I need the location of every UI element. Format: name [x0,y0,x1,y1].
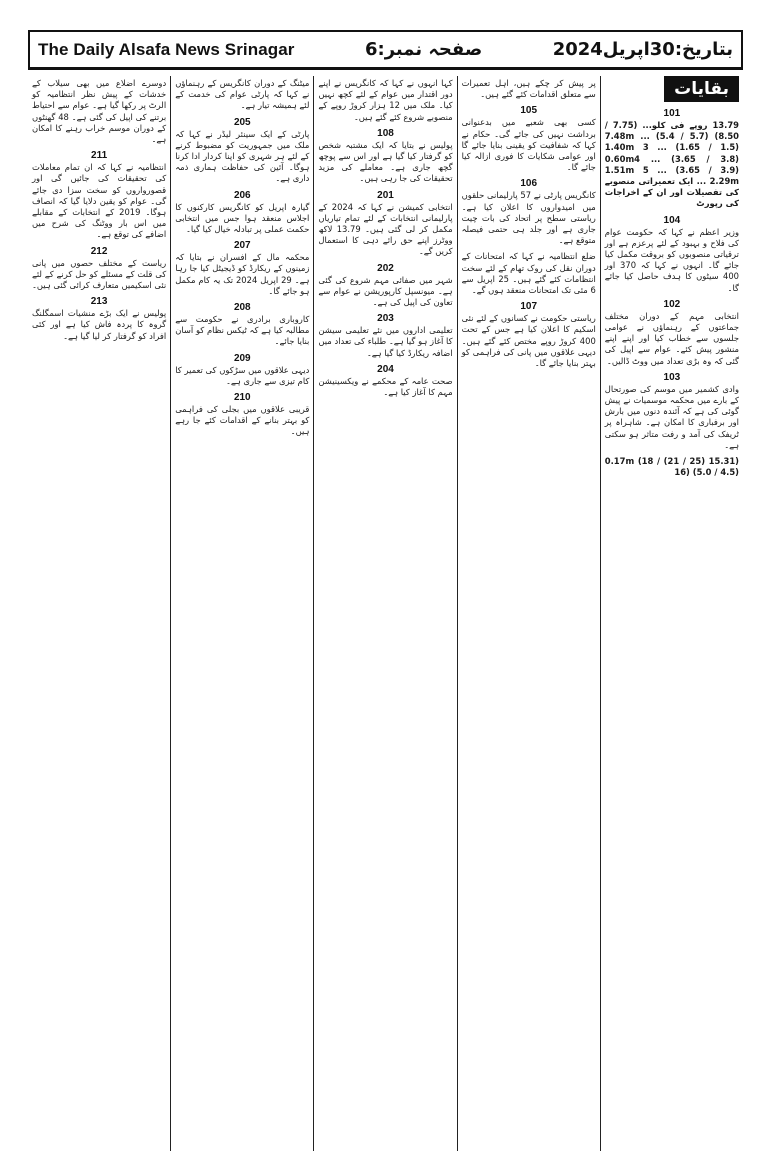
story-number: 106 [520,178,538,190]
story [605,215,739,294]
story-number: 212 [90,245,108,257]
column-4 [170,76,313,1151]
story [462,178,596,246]
story [175,78,309,112]
story-number: 205 [233,116,251,128]
story-text: پر پیش کر چکے ہیں، اہل تعمیرات سے متعلق اقدامات کئے گئے ہیں۔ [461,78,596,100]
column-3 [313,76,456,1151]
story-text: گیارہ اپریل کو کانگریس کارکنوں کا اجلاس منعقد ہوا جس میں انتخابی حکمت عملی پر تبادلہ خیال کیا گیا۔ [175,201,310,235]
story-text: دیہی علاقوں میں سڑکوں کی تعمیر کا کام تیزی سے جاری ہے۔ [175,364,310,386]
story-text: کانگریس پارٹی نے 57 پارلیمانی حلقوں میں امیدواروں کا اعلان کیا ہے۔ ریاستی سطح پر اتحاد کی بات چیت جاری ہے اور جلد ہی حتمی فیصلہ متوقع ہے۔ [461,190,596,246]
story-number: 206 [233,189,251,201]
story [32,296,166,342]
story-text: شہر میں صفائی مہم شروع کی گئی ہے۔ میونسپل کارپوریشن نے عوام سے تعاون کی اپیل کی ہے۔ [318,274,453,308]
story [32,150,166,240]
story [175,190,309,236]
story [32,78,166,145]
masthead [28,30,743,70]
story-number: 210 [233,392,251,404]
story-number: 201 [377,189,394,201]
story-text: 13.79 روپے فی کلو... (7.75 / 8.50) 7.48m ... (5.4 / 5.7) 1.40m 3 ... (1.65 / 1.5) 0.60m4 ... (3.65 / 3.8) 1.51m 5 ... (3.65 / 3.9) 2.29m ... ایک تعمیراتی منصوبے کی تفصیلات اور ان کے اخراجات کی رپورٹ [604,120,739,209]
story-number: 209 [233,352,251,364]
story-text: میٹنگ کے دوران کانگریس کے رہنماؤں نے کہا کہ پارٹی عوام کی خدمت کے لئے ہمیشہ تیار ہے۔ [175,78,310,111]
issue-date: بتاریخ:30اپریل2024 [552,39,733,60]
story-number: 101 [663,108,681,119]
story [462,105,596,173]
story-number: 213 [90,296,108,308]
section-banner: بقایات [664,76,739,102]
column-2 [457,76,600,1151]
story-number: 211 [91,150,108,162]
story-text: تعلیمی اداروں میں نئے تعلیمی سیشن کا آغاز ہو گیا ہے۔ طلباء کی تعداد میں اضافہ ریکارڈ کیا گیا ہے۔ [318,325,453,358]
story-text: انتخابی مہم کے دوران مختلف جماعتوں کے رہنماؤں نے عوامی جلسوں سے خطاب کیا اور اپنے اپنے منشور پیش کئے۔ عوام سے اپیل کی گئی کہ وہ بڑی تعداد میں ووٹ ڈالیں۔ [604,310,739,366]
story [175,117,309,185]
story-text: انتظامیہ نے کہا کہ ان تمام معاملات کی تحقیقات کی جائیں گی اور قصورواروں کو سخت سزا دی جائے گی۔ عوام کو یقین دلایا گیا کہ انصاف ہوگا۔ 2019 کے انتخابات کے مقابلے میں اس بار ووٹنگ کی شرح میں اضافے کی توقع ہے۔ [31,162,167,240]
story [32,246,166,292]
story [605,108,739,210]
story-number: 202 [377,262,394,274]
story [605,372,739,451]
story [318,78,452,123]
story-number: 108 [377,127,394,139]
story-text: صحت عامہ کے محکمے نے ویکسینیشن مہم کا آغاز کیا ہے۔ [318,375,453,398]
story-text: کسی بھی شعبے میں بدعنوانی برداشت نہیں کی جائے گی۔ حکام نے کہا کہ شفافیت کو یقینی بنایا جائے گا اور عوامی شکایات کا فوری ازالہ کیا جائے گا۔ [461,117,596,173]
story-number: 203 [377,313,394,325]
story-number: 105 [520,105,538,117]
story-text: ریاستی حکومت نے کسانوں کے لئے نئی اسکیم کا اعلان کیا ہے جس کے تحت 400 کروڑ روپے مختص کئے گئے ہیں۔ دیہی علاقوں میں پانی کی فراہمی کو بہتر بنایا جائے گا۔ [461,313,596,369]
story-text: انتخابی کمیشن نے کہا کہ 2024 کے پارلیمانی انتخابات کے لئے تمام تیاریاں مکمل کر لی گئی ہیں۔ 13.79 لاکھ ووٹرز اپنے حق رائے دہی کا استعمال کریں گے۔ [318,201,453,257]
story-text: ریاست کے مختلف حصوں میں پانی کی قلت کے مسئلے کو حل کرنے کے لئے نئی اسکیمیں متعارف کرائی گئی ہیں۔ [31,257,167,291]
story [318,128,452,185]
story-number: 104 [663,214,681,226]
story [462,251,596,296]
story [462,78,596,100]
story [175,302,309,348]
story-text: کہا انہوں نے کہا کہ کانگریس نے اپنے دور اقتدار میں عوام کے لئے کچھ نہیں کیا۔ ملک میں 12 ہزار کروڑ روپے کے منصوبے شروع کئے گئے ہیں۔ [318,78,453,122]
story [462,301,596,369]
newspaper-name: The Daily Alsafa News Srinagar [38,39,295,59]
story [318,313,452,359]
story-text: (15.31 (25 / 21) 0.17m (18 / 16) (5.0 / 4.5) [604,456,739,478]
story [318,364,452,398]
story-number: 208 [233,302,251,314]
story-text: قریبی علاقوں میں بجلی کی فراہمی کو بہتر بنانے کے اقدامات کئے جا رہے ہیں۔ [175,404,310,437]
story-text: دوسرے اضلاع میں بھی سیلاب کے خدشات کے پیش نظر انتظامیہ کو الرٹ پر رکھا گیا ہے۔ عوام سے احتیاط برتنے کی اپیل کی گئی ہے۔ 48 گھنٹوں کے دوران موسم خراب رہنے کا امکان ہے۔ [31,78,167,145]
story-text: ضلع انتظامیہ نے کہا کہ امتحانات کے دوران نقل کی روک تھام کے لئے سخت انتظامات کئے گئے ہیں۔ 25 اپریل سے 6 مئی تک امتحانات منعقد ہوں گے۔ [461,251,596,296]
story-number: 207 [233,240,251,252]
story [175,240,309,297]
newspaper-columns [28,76,743,1151]
story [605,299,739,367]
story-number: 102 [663,298,681,310]
page-number: صفحہ نمبر:6 [364,39,483,60]
story-text: پولیس نے ایک بڑے منشیات اسمگلنگ گروہ کا پردہ فاش کیا ہے اور کئی افراد کو گرفتار کر لیا گیا ہے۔ [31,308,167,341]
story-text: وزیر اعظم نے کہا کہ حکومت عوام کی فلاح و بہبود کے لئے پرعزم ہے اور ترقیاتی منصوبوں کو بروقت مکمل کیا جائے گا۔ انہوں نے کہا کہ 370 اور 400 سیٹوں کا ہدف حاصل کیا جائے گا۔ [604,226,740,293]
story [318,190,452,258]
story-number: 204 [377,363,394,375]
story [605,456,739,478]
story-text: محکمہ مال کے افسران نے بتایا کہ زمینوں کے ریکارڈ کو ڈیجیٹل کیا جا رہا ہے۔ 29 اپریل 2024 تک یہ کام مکمل ہو جائے گا۔ [175,252,310,296]
column-1 [600,76,743,1151]
story-number: 107 [520,301,538,313]
story-text: وادی کشمیر میں موسم کی صورتحال کے بارے میں محکمہ موسمیات نے پیش گوئی کی ہے کہ آئندہ دنوں میں بارش اور برفباری کا امکان ہے۔ شاہراہ پر ٹریفک کی آمد و رفت متاثر ہو سکتی ہے۔ [604,383,739,450]
story [175,353,309,387]
story-text: پولیس نے بتایا کہ ایک مشتبہ شخص کو گرفتار کیا گیا ہے اور اس سے پوچھ گچھ جاری ہے۔ معاملے کی مزید تحقیقات کی جا رہی ہیں۔ [318,139,453,184]
story-number: 103 [663,371,681,383]
story-text: پارٹی کے ایک سینئر لیڈر نے کہا کہ ملک میں جمہوریت کو مضبوط کرنے کے لئے ہر شہری کو اپنا کردار ادا کرنا ہوگا۔ آئین کی حفاظت ہماری ذمہ داری ہے۔ [175,128,310,184]
story [175,392,309,438]
column-5 [28,76,170,1151]
story [318,263,452,309]
story-text: کاروباری برادری نے حکومت سے مطالبہ کیا ہے کہ ٹیکس نظام کو آسان بنایا جائے۔ [175,314,310,347]
